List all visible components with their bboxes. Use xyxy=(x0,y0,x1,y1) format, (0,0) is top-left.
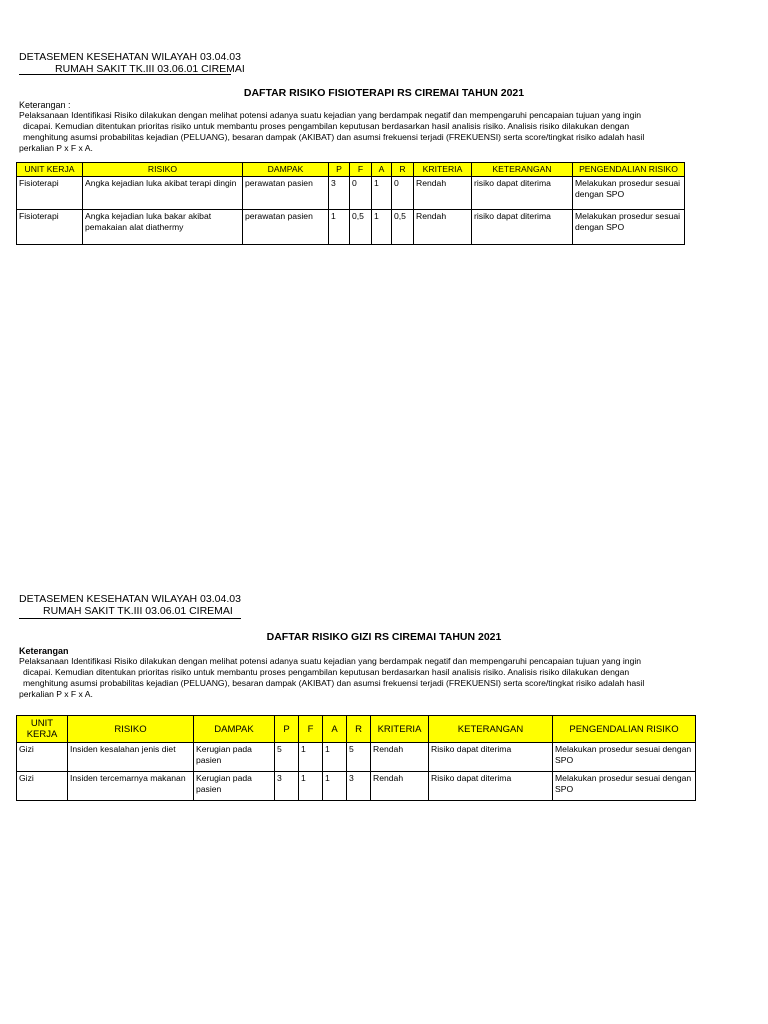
cell-dampak: perawatan pasien xyxy=(243,177,329,210)
para-line: dicapai. Kemudian ditentukan prioritas risiko untuk membantu proses pengambilan keputusan berdasarkan hasil analisis risiko. Analisis risiko dilakukan dengan xyxy=(23,667,630,677)
org-line-2: RUMAH SAKIT TK.III 03.06.01 CIREMAI xyxy=(55,63,245,75)
cell-unit-kerja: Gizi xyxy=(17,743,68,772)
header-a: A xyxy=(323,716,347,743)
cell-f: 0 xyxy=(350,177,372,210)
cell-unit-kerja: Fisioterapi xyxy=(17,210,83,245)
header-dampak: DAMPAK xyxy=(194,716,275,743)
cell-p: 3 xyxy=(329,177,350,210)
keterangan-paragraph xyxy=(19,656,644,700)
cell-keterangan: risiko dapat diterima xyxy=(472,177,573,210)
header-f: F xyxy=(350,163,372,177)
header-r: R xyxy=(392,163,414,177)
para-line: perkalian P x F x A. xyxy=(19,689,93,699)
header-kriteria: KRITERIA xyxy=(371,716,429,743)
cell-pengendalian: Melakukan prosedur sesuai dengan SPO xyxy=(573,210,685,245)
cell-a: 1 xyxy=(323,772,347,801)
para-line: menghitung asumsi probabilitas kejadian (PELUANG), besaran dampak (AKIBAT) dan asumsi frekuensi terjadi (FREKUENSI) serta score/tingkat risiko adalah hasil xyxy=(23,678,645,688)
org-line-1: DETASEMEN KESEHATAN WILAYAH 03.04.03 xyxy=(19,51,241,63)
table-header-row xyxy=(17,716,696,743)
cell-a: 1 xyxy=(323,743,347,772)
org-line-1: DETASEMEN KESEHATAN WILAYAH 03.04.03 xyxy=(19,593,241,605)
cell-risiko: Insiden tercemarnya makanan xyxy=(68,772,194,801)
header-dampak: DAMPAK xyxy=(243,163,329,177)
cell-pengendalian: Melakukan prosedur sesuai dengan SPO xyxy=(573,177,685,210)
cell-r: 0 xyxy=(392,177,414,210)
header-risiko: RISIKO xyxy=(83,163,243,177)
header-keterangan: KETERANGAN xyxy=(472,163,573,177)
risk-table xyxy=(16,715,696,801)
cell-dampak: Kerugian pada pasien xyxy=(194,772,275,801)
header-risiko: RISIKO xyxy=(68,716,194,743)
para-line: dicapai. Kemudian ditentukan prioritas risiko untuk membantu proses pengambilan keputusan berdasarkan hasil analisis risiko. Analisis risiko dilakukan dengan xyxy=(23,121,630,131)
header-kriteria: KRITERIA xyxy=(414,163,472,177)
cell-p: 1 xyxy=(329,210,350,245)
header-f: F xyxy=(299,716,323,743)
cell-r: 5 xyxy=(347,743,371,772)
header-a: A xyxy=(372,163,392,177)
org-underline xyxy=(19,618,241,619)
cell-kriteria: Rendah xyxy=(371,743,429,772)
para-line: perkalian P x F x A. xyxy=(19,143,93,153)
para-line: menghitung asumsi probabilitas kejadian (PELUANG), besaran dampak (AKIBAT) dan asumsi frekuensi terjadi (FREKUENSI) serta score/tingkat risiko adalah hasil xyxy=(23,132,645,142)
para-line: Pelaksanaan Identifikasi Risiko dilakukan dengan melihat potensi adanya suatu kejadian yang berdampak negatif dan mempengaruhi pencapaian tujuan yang ingin xyxy=(19,110,642,120)
cell-f: 0,5 xyxy=(350,210,372,245)
cell-unit-kerja: Fisioterapi xyxy=(17,177,83,210)
cell-keterangan: risiko dapat diterima xyxy=(472,210,573,245)
keterangan-label: Keterangan xyxy=(19,646,69,656)
header-unit-kerja: UNIT KERJA xyxy=(17,716,68,743)
cell-f: 1 xyxy=(299,772,323,801)
cell-dampak: perawatan pasien xyxy=(243,210,329,245)
cell-pengendalian: Melakukan prosedur sesuai dengan SPO xyxy=(553,743,696,772)
header-r: R xyxy=(347,716,371,743)
cell-kriteria: Rendah xyxy=(371,772,429,801)
header-p: P xyxy=(329,163,350,177)
header-keterangan: KETERANGAN xyxy=(429,716,553,743)
header-p: P xyxy=(275,716,299,743)
cell-kriteria: Rendah xyxy=(414,177,472,210)
cell-p: 3 xyxy=(275,772,299,801)
header-pengendalian-risiko: PENGENDALIAN RISIKO xyxy=(553,716,696,743)
cell-risiko: Angka kejadian luka bakar akibat pemakaian alat diathermy xyxy=(83,210,243,245)
para-line: Pelaksanaan Identifikasi Risiko dilakukan dengan melihat potensi adanya suatu kejadian yang berdampak negatif dan mempengaruhi pencapaian tujuan yang ingin xyxy=(19,656,642,666)
cell-r: 3 xyxy=(347,772,371,801)
cell-pengendalian: Melakukan prosedur sesuai dengan SPO xyxy=(553,772,696,801)
header-pengendalian-risiko: PENGENDALIAN RISIKO xyxy=(573,163,685,177)
cell-f: 1 xyxy=(299,743,323,772)
org-line-2: RUMAH SAKIT TK.III 03.06.01 CIREMAI xyxy=(43,605,233,617)
page-title: DAFTAR RISIKO FISIOTERAPI RS CIREMAI TAHUN 2021 xyxy=(243,87,525,99)
table-row xyxy=(17,772,696,801)
cell-p: 5 xyxy=(275,743,299,772)
cell-kriteria: Rendah xyxy=(414,210,472,245)
cell-a: 1 xyxy=(372,177,392,210)
header-unit-kerja: UNIT KERJA xyxy=(17,163,83,177)
page-title: DAFTAR RISIKO GIZI RS CIREMAI TAHUN 2021 xyxy=(266,631,502,643)
cell-risiko: Angka kejadian luka akibat terapi dingin xyxy=(83,177,243,210)
keterangan-label: Keterangan : xyxy=(19,100,71,110)
cell-keterangan: Risiko dapat diterima xyxy=(429,743,553,772)
cell-r: 0,5 xyxy=(392,210,414,245)
table-row xyxy=(17,743,696,772)
cell-unit-kerja: Gizi xyxy=(17,772,68,801)
cell-keterangan: Risiko dapat diterima xyxy=(429,772,553,801)
cell-risiko: Insiden kesalahan jenis diet xyxy=(68,743,194,772)
cell-a: 1 xyxy=(372,210,392,245)
cell-dampak: Kerugian pada pasien xyxy=(194,743,275,772)
